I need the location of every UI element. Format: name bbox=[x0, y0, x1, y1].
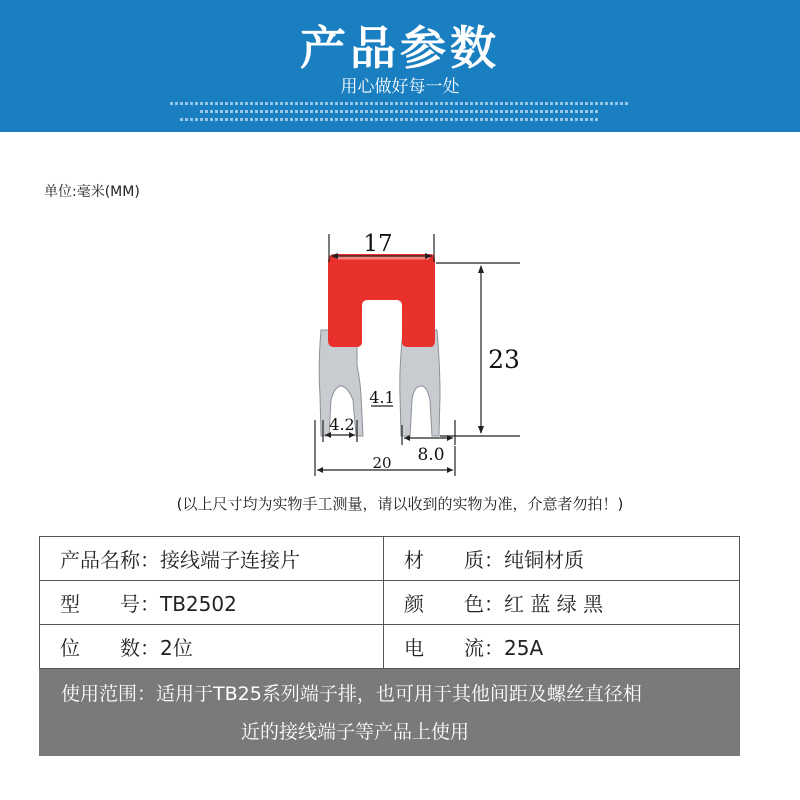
spec-table bbox=[39, 536, 740, 669]
table-row bbox=[40, 537, 740, 581]
banner-fine-print bbox=[180, 118, 600, 121]
red-insulator bbox=[328, 254, 435, 347]
spec-color: 颜 色：红 蓝 绿 黑 bbox=[384, 581, 740, 625]
dim-tine: 4.2 bbox=[329, 415, 355, 434]
usage-line-1: 使用范围：适用于TB25系列端子排，也可用于其他间距及螺丝直径相 bbox=[61, 683, 642, 705]
header-banner bbox=[0, 0, 800, 132]
banner-fine-print bbox=[170, 102, 630, 105]
table-row bbox=[40, 625, 740, 669]
banner-subtitle: 用心做好每一处 bbox=[340, 77, 460, 97]
table-row bbox=[40, 581, 740, 625]
dim-top-width: 17 bbox=[363, 231, 393, 257]
spec-current: 电 流：25A bbox=[384, 625, 740, 669]
dim-slot: 4.1 bbox=[369, 388, 395, 407]
spec-positions: 位 数：2位 bbox=[40, 625, 384, 669]
dim-pitch: 8.0 bbox=[417, 445, 445, 465]
banner-title: 产品参数 bbox=[300, 21, 500, 75]
dim-total-width: 20 bbox=[372, 454, 392, 472]
usage-box bbox=[39, 669, 740, 756]
usage-line-2: 近的接线端子等产品上使用 bbox=[241, 721, 470, 743]
unit-label: 单位:毫米(MM) bbox=[44, 184, 140, 200]
spec-material: 材 质：纯铜材质 bbox=[384, 537, 740, 581]
spec-name: 产品名称：接线端子连接片 bbox=[40, 537, 384, 581]
dim-height: 23 bbox=[488, 345, 520, 374]
measurement-note: (以上尺寸均为实物手工测量，请以收到的实物为准，介意者勿拍！) bbox=[176, 495, 624, 513]
spec-model: 型 号：TB2502 bbox=[40, 581, 384, 625]
terminal-dimension-diagram bbox=[290, 226, 530, 476]
banner-fine-print bbox=[200, 110, 600, 113]
